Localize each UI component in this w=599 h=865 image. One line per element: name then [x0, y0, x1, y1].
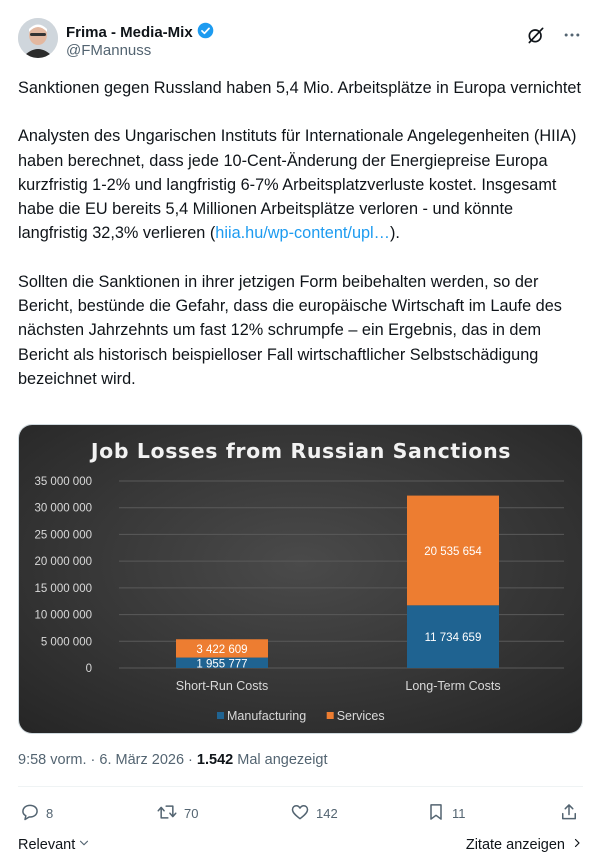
source-link[interactable]: hiia.hu/wp-content/upl… [215, 224, 390, 243]
share-button[interactable] [559, 802, 579, 825]
post-meta [18, 752, 328, 768]
quotes-label: Zitate anzeigen [465, 837, 565, 853]
avatar[interactable] [18, 18, 58, 58]
data-label: 20 535 654 [424, 545, 482, 558]
like-button[interactable] [290, 802, 338, 825]
divider [18, 786, 583, 787]
post-paragraph-3: Sollten die Sanktionen in ihrer jetzigen Form beibehalten werden, so der Bericht, bestünde die Gefahr, dass die europäische Wirtschaft im Laufe des nächsten Jahrzehnts um fast 12% schrumpfe – ein Ergebnis, das in dem Bericht als historisch beispielloser Fall wirtschaftlicher Selbstschädigung bezeichnet wird. [18, 272, 562, 388]
post-header [18, 18, 583, 66]
post-para2-text: Analysten des Ungarischen Instituts für Internationale Angelegenheiten (HIIA) haben berechnet, dass jede 10-Cent-Änderung der Energiepreise Europa kurzfristig 1-2% und langfristig 6-7% Arbeitsplatzverluste kostet. Insgesamt habe die EU bereits 5,4 Millionen Arbeitsplätze verloren - und könnte langfristig 32,3% verlieren ( [18, 127, 577, 243]
y-tick-label: 20 000 000 [34, 556, 92, 569]
view-quotes-button[interactable] [466, 836, 583, 854]
post-date[interactable]: 6. März 2026 [99, 752, 185, 768]
y-tick-label: 15 000 000 [34, 582, 92, 595]
grok-icon[interactable] [525, 24, 547, 46]
view-count: 1.542 [196, 752, 234, 768]
y-tick-label: 0 [85, 663, 92, 675]
verified-badge-icon [197, 22, 214, 43]
repost-count: 70 [184, 806, 199, 821]
like-count: 142 [316, 806, 338, 821]
chevron-right-icon [571, 836, 583, 854]
post-paragraph-2 [18, 124, 583, 245]
job-losses-chart [19, 425, 582, 733]
author-name-text[interactable]: Frima - Media-Mix [66, 24, 193, 41]
post-text [18, 76, 583, 415]
share-icon [559, 802, 579, 825]
reply-count: 8 [46, 806, 54, 821]
y-tick-label: 30 000 000 [34, 502, 92, 515]
x-tick-label: Short-Run Costs [175, 679, 269, 693]
chart-image[interactable] [18, 424, 583, 734]
y-tick-label: 35 000 000 [34, 476, 92, 488]
author-handle[interactable]: @FMannuss [66, 42, 152, 59]
repost-icon [156, 802, 178, 825]
sort-relevant-button[interactable] [18, 836, 91, 854]
bookmark-button[interactable] [426, 802, 466, 825]
data-label: 1 955 777 [196, 658, 248, 671]
post-title: Sanktionen gegen Russland haben 5,4 Mio. Arbeitsplätze in Europa vernichtet [18, 79, 581, 97]
y-tick-label: 10 000 000 [34, 609, 92, 622]
chevron-down-icon [77, 836, 91, 854]
sort-label: Relevant [18, 837, 76, 853]
legend-swatch [327, 712, 334, 719]
meta-separator: · [184, 752, 197, 768]
repost-button[interactable] [156, 802, 198, 825]
legend-swatch [217, 712, 224, 719]
like-icon [290, 802, 310, 825]
legend-label: Manufacturing [227, 709, 307, 723]
data-label: 11 734 659 [424, 632, 482, 645]
meta-separator: · [86, 752, 100, 768]
chart-title: Job Losses from Russian Sanctions [90, 439, 512, 463]
author-name[interactable] [66, 22, 214, 43]
bookmark-count: 11 [452, 806, 466, 821]
data-label: 3 422 609 [196, 643, 248, 656]
x-tick-label: Long-Term Costs [405, 679, 501, 693]
reply-footer [18, 836, 583, 856]
view-label: Mal angezeigt [233, 752, 328, 768]
y-tick-label: 25 000 000 [34, 529, 92, 542]
reply-button[interactable] [20, 802, 53, 825]
action-bar [18, 802, 583, 828]
bookmark-icon [426, 802, 446, 825]
more-icon[interactable] [561, 24, 583, 46]
post-para2-end: ). [389, 224, 400, 243]
post-time[interactable]: 9:58 vorm. [18, 752, 87, 768]
y-tick-label: 5 000 000 [40, 636, 92, 649]
reply-icon [20, 802, 40, 825]
header-actions [525, 24, 583, 46]
legend-label: Services [336, 709, 385, 723]
